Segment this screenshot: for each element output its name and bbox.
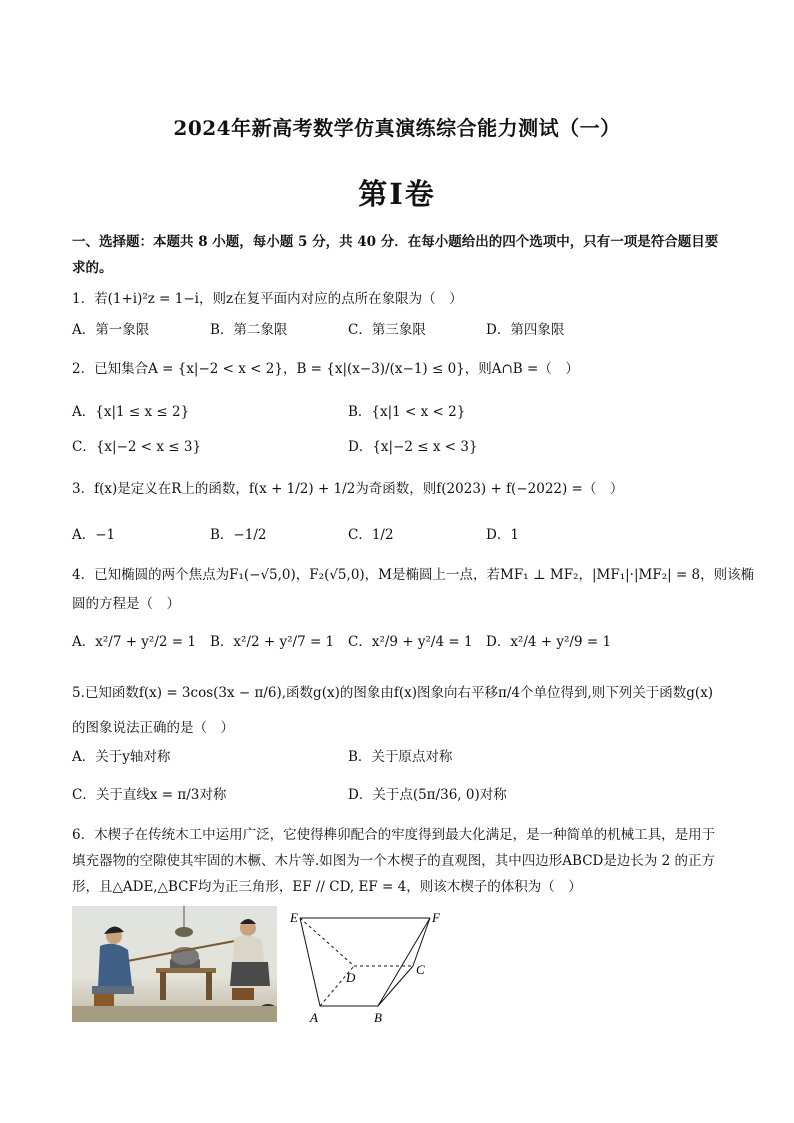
question-6-stem: 6．木楔子在传统木工中运用广泛，它使得榫卯配合的牢度得到最大化满足，是一种简单的机械工具，是用于填充器物的空隙使其牢固的木橛、木片等.如图为一个木楔子的直观图，其中四边形ABCD是边长为 2 的正方形，且△ADE,△BCF均为正三角形，EF // CD, EF = 4，则该木楔子的体积为（ ） [72,827,716,895]
question-5-stem-line2: 的图象说法正确的是（ ） [72,720,234,736]
question-4-stem-line1: 4．已知椭圆的两个焦点为F₁(−√5,0)，F₂(√5,0)，M是椭圆上一点，若MF₁ ⊥ MF₂，|MF₁|·|MF₂| = 8，则该椭 [72,567,755,583]
q1-option-d: D．第四象限 [486,322,565,338]
q2-option-d: D．{x|−2 ≤ x < 3} [348,439,478,455]
label-D: D [346,970,356,985]
q3-option-b: B．−1/2 [210,527,267,543]
q5-option-c: C．关于直线x = π/3对称 [72,787,227,803]
q2-option-a: A．{x|1 ≤ x ≤ 2} [72,404,190,420]
label-F: F [432,910,440,925]
question-4-stem-line2: 圆的方程是（ ） [72,596,180,612]
q4-option-c: C．x²/9 + y²/4 = 1 [348,634,473,650]
wedge-figure [288,908,448,1026]
q5-option-d: D．关于点(5π/36, 0)对称 [348,787,507,803]
label-A: A [310,1010,318,1025]
q4-option-d: D．x²/4 + y²/9 = 1 [486,634,612,650]
volume-heading: 第Ⅰ卷 [358,177,436,211]
q4-option-b: B．x²/2 + y²/7 = 1 [210,634,335,650]
edge-ED [300,918,354,966]
q1-option-c: C．第三象限 [348,322,426,338]
question-5-stem-line1: 5.已知函数f(x) = 3cos(3x − π/6),函数g(x)的图象由f(x)图象向右平移π/4个单位得到,则下列关于函数g(x) [72,685,714,701]
question-1-stem: 1．若(1+i)²z = 1−i，则z在复平面内对应的点所在象限为（ ） [72,291,463,307]
edge-BC [378,966,413,1006]
q1-option-a: A．第一象限 [72,322,150,338]
q5-option-a: A．关于y轴对称 [72,749,171,765]
q2-option-b: B．{x|1 < x < 2} [348,404,466,420]
woodworking-illustration [72,906,277,1022]
label-C: C [416,962,425,977]
q5-option-b: B．关于原点对称 [348,749,453,765]
section-heading-line2: 求的。 [72,260,113,276]
label-E: E [290,910,298,925]
q4-option-a: A．x²/7 + y²/2 = 1 [72,634,196,650]
q1-option-b: B．第二象限 [210,322,288,338]
label-B: B [374,1010,382,1025]
q3-option-c: C．1/2 [348,527,394,543]
edge-EA [300,918,320,1006]
exam-title: 2024年新高考数学仿真演练综合能力测试（一） [173,116,621,140]
q3-option-a: A．−1 [72,527,116,543]
q3-option-d: D．1 [486,527,519,543]
question-2-stem: 2．已知集合A = {x|−2 < x < 2}，B = {x|(x−3)/(x−1) ≤ 0}，则A∩B =（ ） [72,361,579,377]
question-3-stem: 3．f(x)是定义在R上的函数，f(x + 1/2) + 1/2为奇函数，则f(2023) + f(−2022) =（ ） [72,481,624,497]
q2-option-c: C．{x|−2 < x ≤ 3} [72,439,202,455]
section-heading-line1: 一、选择题：本题共 8 小题，每小题 5 分，共 40 分．在每小题给出的四个选项中，只有一项是符合题目要 [72,234,719,250]
